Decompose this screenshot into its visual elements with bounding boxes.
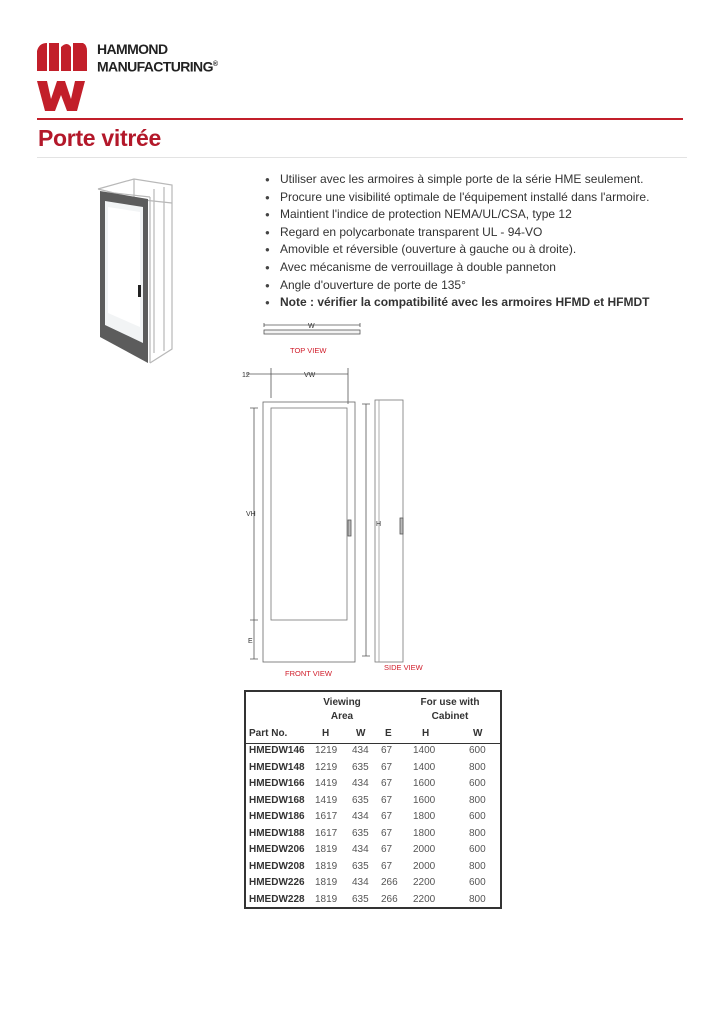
side-view-label: SIDE VIEW: [384, 663, 423, 672]
viewing-header-line1: Viewing: [323, 697, 361, 708]
technical-drawings: [236, 318, 436, 680]
cell-h: 1419: [315, 778, 338, 789]
product-photo: [94, 177, 176, 365]
cell-cabinet-w: 800: [469, 893, 486, 905]
cell-cabinet-h: 2200: [413, 893, 436, 905]
cell-h: 1419: [315, 794, 338, 806]
table-row: [246, 875, 500, 892]
spec-table: [244, 690, 502, 909]
cell-w: 434: [352, 745, 369, 756]
cabinet-header: [406, 696, 494, 724]
cell-h: 1219: [315, 745, 338, 756]
cell-h: 1617: [315, 827, 338, 839]
col-e: E: [385, 728, 392, 739]
table-row: [246, 743, 500, 760]
table-row: [246, 892, 500, 909]
front-view-label: FRONT VIEW: [285, 669, 332, 678]
cell-w: 635: [352, 794, 369, 806]
feature-item: ● Regard en polycarbonate transparent UL - 94-VO: [265, 224, 705, 242]
cell-cabinet-w: 800: [469, 860, 486, 872]
brand-line-2-text: MANUFACTURING: [97, 58, 213, 75]
compatibility-note: ● Note : vérifier la compatibilité avec les armoires HFMD et HFMDT: [265, 294, 705, 312]
cell-e: 67: [381, 745, 393, 756]
cell-e: 67: [381, 827, 393, 839]
col-viewing-w: W: [356, 728, 366, 739]
col-cabinet-w: W: [473, 728, 483, 739]
hammond-logo-icon: [37, 41, 89, 113]
feature-item: ● Procure une visibilité optimale de l'équipement installé dans l'armoire.: [265, 189, 705, 207]
cell-part: HMEDW206: [249, 844, 305, 855]
cell-cabinet-h: 2000: [413, 860, 436, 872]
dim-vh-label: VH: [246, 511, 256, 518]
brand-line-1: HAMMOND: [97, 41, 168, 57]
top-view-label: TOP VIEW: [290, 346, 327, 355]
feature-item: ● Amovible et réversible (ouverture à gauche ou à droite).: [265, 241, 705, 259]
company-logo: [37, 41, 237, 113]
brand-name: [97, 41, 217, 75]
cell-cabinet-w: 600: [469, 778, 486, 789]
cell-part: HMEDW148: [249, 761, 305, 773]
feature-item: ● Angle d'ouverture de porte de 135°: [265, 277, 705, 295]
cell-w: 434: [352, 778, 369, 789]
cell-cabinet-h: 2200: [413, 877, 436, 888]
table-row: [246, 859, 500, 876]
cell-cabinet-h: 1600: [413, 794, 436, 806]
cell-cabinet-h: 1400: [413, 745, 436, 756]
cell-e: 266: [381, 877, 398, 888]
viewing-header-line2: Area: [330, 711, 354, 722]
col-viewing-h: H: [322, 728, 330, 739]
cell-cabinet-h: 2000: [413, 844, 436, 855]
cell-h: 1819: [315, 893, 338, 905]
dim-e-label: E: [248, 638, 253, 645]
cell-cabinet-w: 600: [469, 811, 486, 822]
cell-h: 1819: [315, 860, 338, 872]
cell-w: 635: [352, 893, 369, 905]
feature-list: [265, 171, 705, 312]
cell-w: 434: [352, 877, 369, 888]
cell-cabinet-w: 600: [469, 877, 486, 888]
dim-h-label: H: [376, 521, 382, 528]
dim-w-label: W: [308, 323, 315, 330]
table-row: [246, 842, 500, 859]
cell-part: HMEDW146: [249, 745, 305, 756]
cell-e: 67: [381, 794, 393, 806]
cell-cabinet-h: 1600: [413, 778, 436, 789]
registered-mark: ®: [212, 61, 218, 68]
col-part-no: Part No.: [249, 728, 288, 739]
feature-item: ● Utiliser avec les armoires à simple porte de la série HME seulement.: [265, 171, 705, 189]
cell-part: HMEDW168: [249, 794, 305, 806]
cell-part: HMEDW228: [249, 893, 305, 905]
cell-h: 1219: [315, 761, 338, 773]
cell-cabinet-w: 600: [469, 745, 486, 756]
col-cabinet-h: H: [422, 728, 430, 739]
cell-h: 1617: [315, 811, 338, 822]
cell-cabinet-h: 1800: [413, 811, 436, 822]
cell-w: 434: [352, 844, 369, 855]
brand-line-2: [97, 57, 217, 75]
cell-cabinet-w: 800: [469, 794, 486, 806]
cell-part: HMEDW166: [249, 778, 305, 789]
cell-e: 67: [381, 860, 393, 872]
cabinet-header-line1: For use with: [420, 697, 480, 708]
feature-item: ● Avec mécanisme de verrouillage à double panneton: [265, 259, 705, 277]
cell-cabinet-w: 800: [469, 827, 486, 839]
page-title: Porte vitrée: [38, 125, 161, 151]
cell-part: HMEDW208: [249, 860, 305, 872]
cell-e: 67: [381, 778, 393, 789]
title-divider: [37, 157, 687, 158]
cell-e: 67: [381, 761, 393, 773]
dim-vw-label: VW: [304, 372, 316, 379]
cell-e: 67: [381, 811, 393, 822]
table-row: [246, 776, 500, 793]
cell-part: HMEDW186: [249, 811, 305, 822]
table-row: [246, 826, 500, 843]
cell-w: 635: [352, 761, 369, 773]
table-row: [246, 793, 500, 810]
door-handle-icon: [138, 285, 141, 297]
cabinet-header-line2: Cabinet: [431, 711, 469, 722]
table-row: [246, 809, 500, 826]
header-divider: [37, 118, 683, 120]
dim-12-label: 12: [242, 372, 250, 379]
feature-item: ● Maintient l'indice de protection NEMA/UL/CSA, type 12: [265, 206, 705, 224]
cell-w: 434: [352, 811, 369, 822]
table-row: [246, 760, 500, 777]
cell-h: 1819: [315, 877, 338, 888]
cell-w: 635: [352, 860, 369, 872]
cell-cabinet-w: 800: [469, 761, 486, 773]
cell-cabinet-h: 1800: [413, 827, 436, 839]
cell-cabinet-h: 1400: [413, 761, 436, 773]
cell-h: 1819: [315, 844, 338, 855]
cell-cabinet-w: 600: [469, 844, 486, 855]
cell-part: HMEDW188: [249, 827, 305, 839]
cell-e: 266: [381, 893, 398, 905]
cell-part: HMEDW226: [249, 877, 305, 888]
cell-e: 67: [381, 844, 393, 855]
viewing-area-header: [312, 696, 372, 724]
cell-w: 635: [352, 827, 369, 839]
